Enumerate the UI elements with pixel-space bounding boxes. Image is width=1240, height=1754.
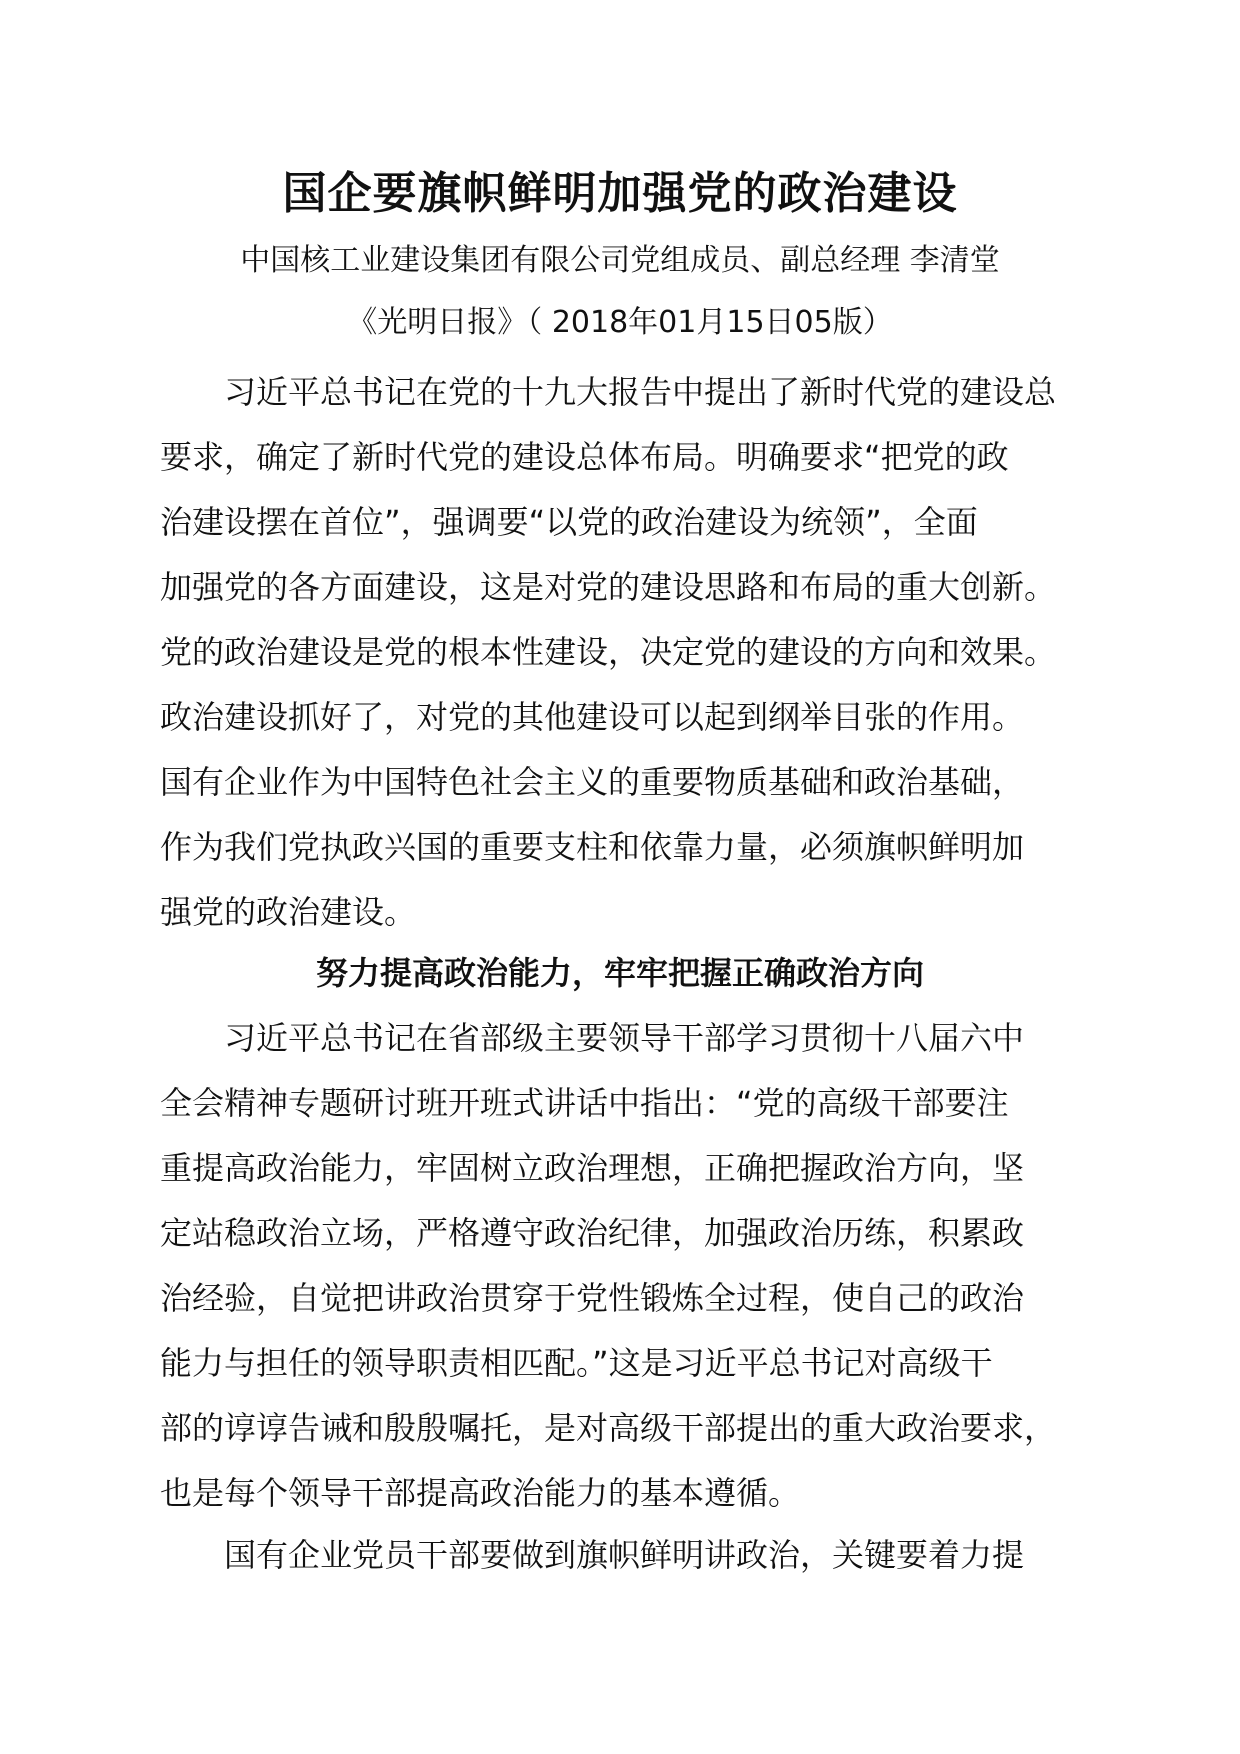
paragraph-line: 治建设摆在首位”，强调要“以党的政治建设为统领”，全面 [160, 503, 978, 541]
paragraph-line: 全会精神专题研讨班开班式讲话中指出：“党的高级干部要注 [160, 1084, 1009, 1122]
paragraph-line: 习近平总书记在省部级主要领导干部学习贯彻十八届六中 [224, 1019, 1025, 1057]
paragraph-line: 定站稳政治立场，严格遵守政治纪律，加强政治历练，积累政 [160, 1214, 1025, 1252]
paragraph-line: 也是每个领导干部提高政治能力的基本遵循。 [160, 1474, 801, 1512]
paragraph-line: 加强党的各方面建设，这是对党的建设思路和布局的重大创新。 [160, 568, 1057, 606]
paragraph-line: 部的谆谆告诫和殷殷嘱托，是对高级干部提出的重大政治要求， [160, 1409, 1057, 1447]
article-title: 国企要旗帜鲜明加强党的政治建设 [282, 168, 958, 219]
paragraph-line: 重提高政治能力，牢固树立政治理想，正确把握政治方向，坚 [160, 1149, 1025, 1187]
paragraph-line: 党的政治建设是党的根本性建设，决定党的建设的方向和效果。 [160, 633, 1057, 671]
paragraph-line: 强党的政治建设。 [160, 893, 417, 931]
section-subheading: 努力提高政治能力，牢牢把握正确政治方向 [315, 954, 924, 992]
paragraph-line: 国有企业作为中国特色社会主义的重要物质基础和政治基础， [160, 763, 1025, 801]
paragraph-line: 作为我们党执政兴国的重要支柱和依靠力量，必须旗帜鲜明加 [160, 828, 1025, 866]
paragraph-3 [160, 1523, 1100, 1588]
publication-source: 《光明日报》（ 2018年01月15日05版） [347, 305, 893, 340]
paragraph-1 [160, 360, 1100, 945]
author-byline: 中国核工业建设集团有限公司党组成员、副总经理 李清堂 [240, 243, 1000, 278]
paragraph-line: 治经验，自觉把讲政治贯穿于党性锻炼全过程，使自己的政治 [160, 1279, 1025, 1317]
paragraph-line: 要求，确定了新时代党的建设总体布局。明确要求“把党的政 [160, 438, 1009, 476]
paragraph-line: 习近平总书记在党的十九大报告中提出了新时代党的建设总 [224, 373, 1057, 411]
paragraph-line: 能力与担任的领导职责相匹配。”这是习近平总书记对高级干 [160, 1344, 993, 1382]
paragraph-line: 政治建设抓好了，对党的其他建设可以起到纲举目张的作用。 [160, 698, 1025, 736]
paragraph-line: 国有企业党员干部要做到旗帜鲜明讲政治，关键要着力提 [224, 1536, 1025, 1574]
paragraph-2 [160, 1006, 1100, 1526]
